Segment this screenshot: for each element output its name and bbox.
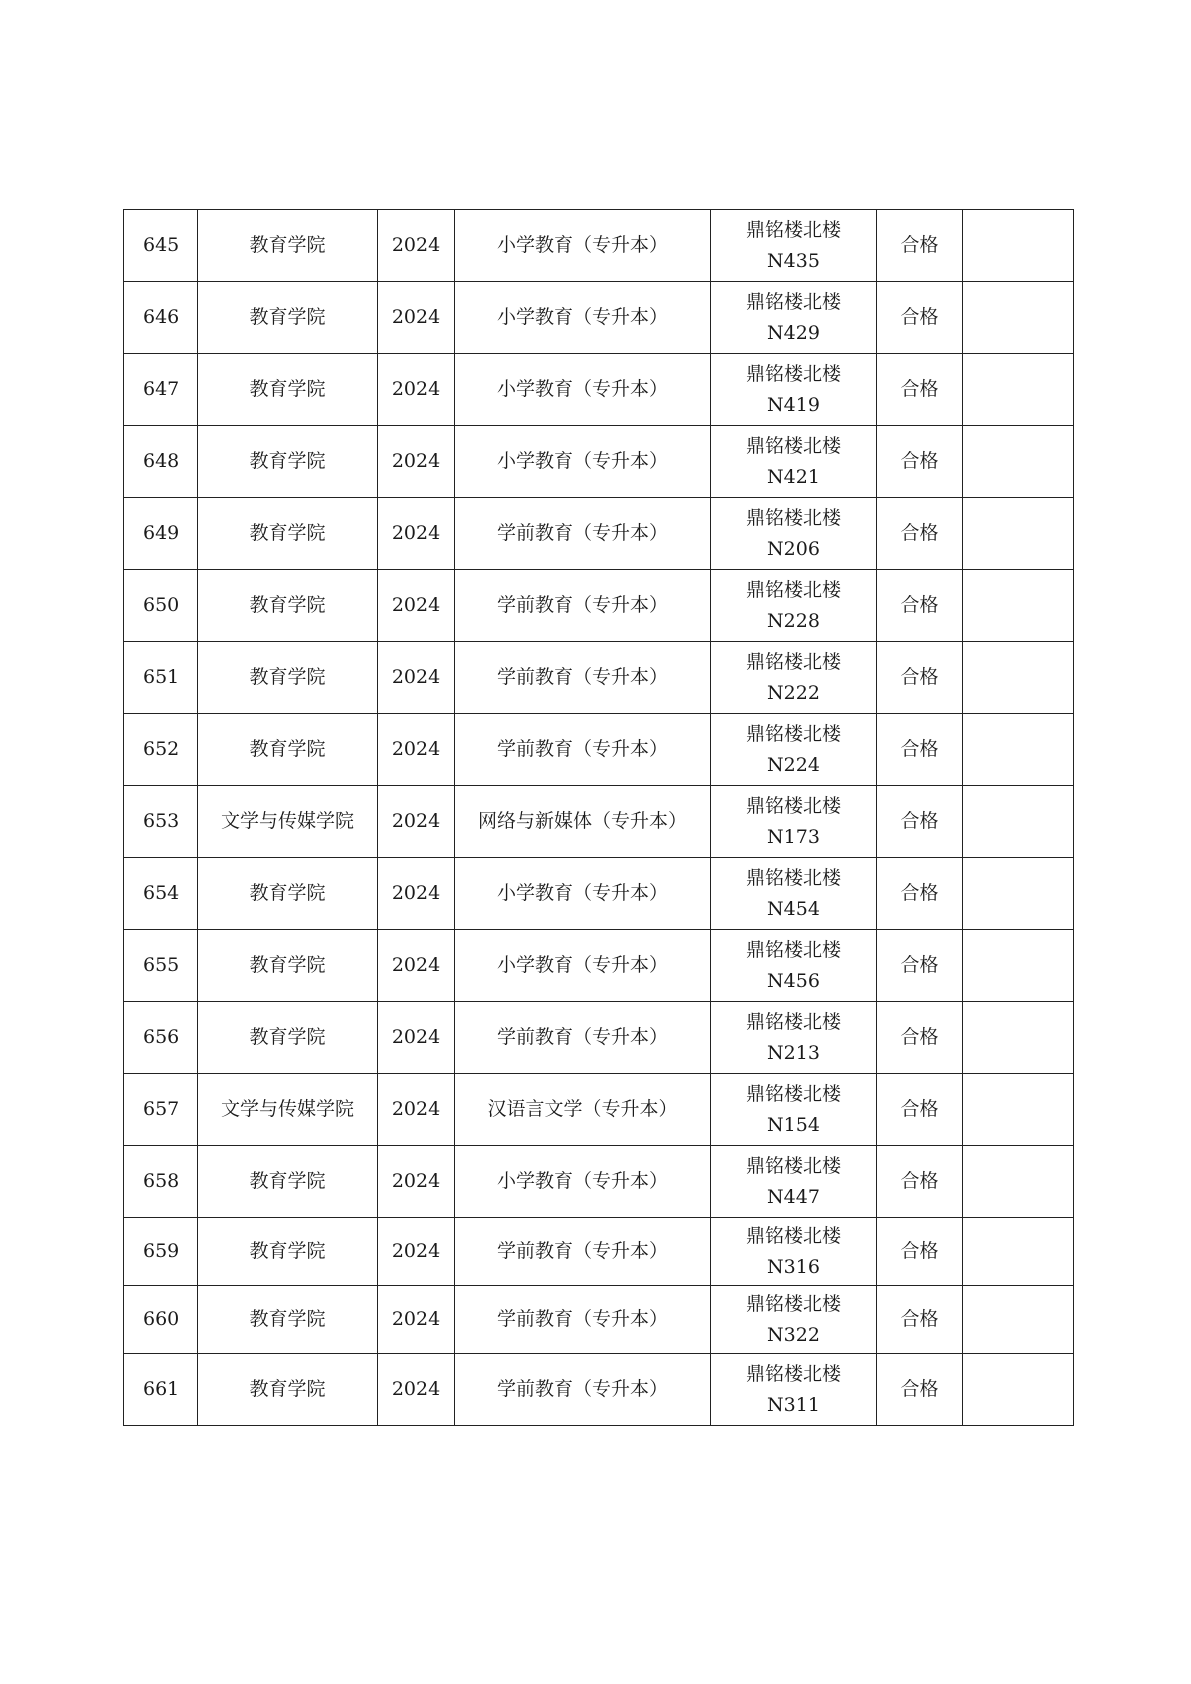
dorm-cell — [711, 642, 877, 714]
result-cell: 合格 — [877, 858, 963, 930]
major-cell: 小学教育（专升本） — [455, 354, 711, 426]
result-cell: 合格 — [877, 714, 963, 786]
dorm-room: N213 — [767, 1041, 820, 1064]
dorm-room: N222 — [767, 681, 820, 704]
year-cell: 2024 — [378, 354, 455, 426]
result-cell: 合格 — [877, 498, 963, 570]
major-cell: 学前教育（专升本） — [455, 570, 711, 642]
dorm-building: 鼎铭楼北楼 — [745, 578, 841, 601]
dorm-cell — [711, 210, 877, 282]
row-number: 645 — [124, 210, 198, 282]
dorm-cell — [711, 1286, 877, 1354]
major-cell: 学前教育（专升本） — [455, 1218, 711, 1286]
major-cell: 小学教育（专升本） — [455, 282, 711, 354]
dorm-cell — [711, 1146, 877, 1218]
note-cell — [963, 426, 1074, 498]
year-cell: 2024 — [378, 642, 455, 714]
college-cell: 教育学院 — [198, 1002, 378, 1074]
note-cell — [963, 714, 1074, 786]
major-cell: 学前教育（专升本） — [455, 714, 711, 786]
major-cell: 学前教育（专升本） — [455, 642, 711, 714]
dorm-cell — [711, 930, 877, 1002]
result-cell: 合格 — [877, 1074, 963, 1146]
college-cell: 教育学院 — [198, 210, 378, 282]
college-cell: 教育学院 — [198, 498, 378, 570]
major-cell: 小学教育（专升本） — [455, 426, 711, 498]
college-cell: 教育学院 — [198, 282, 378, 354]
table-row — [124, 426, 1074, 498]
row-number: 659 — [124, 1218, 198, 1286]
table-row — [124, 354, 1074, 426]
year-cell: 2024 — [378, 1146, 455, 1218]
result-cell: 合格 — [877, 570, 963, 642]
year-cell: 2024 — [378, 282, 455, 354]
result-cell: 合格 — [877, 354, 963, 426]
college-cell: 文学与传媒学院 — [198, 786, 378, 858]
note-cell — [963, 858, 1074, 930]
year-cell: 2024 — [378, 714, 455, 786]
dorm-cell — [711, 282, 877, 354]
table-row — [124, 570, 1074, 642]
row-number: 651 — [124, 642, 198, 714]
dorm-cell — [711, 1218, 877, 1286]
dorm-cell — [711, 1002, 877, 1074]
year-cell: 2024 — [378, 426, 455, 498]
result-cell: 合格 — [877, 210, 963, 282]
result-cell: 合格 — [877, 1146, 963, 1218]
dorm-room: N454 — [767, 897, 820, 920]
dorm-cell — [711, 354, 877, 426]
row-number: 653 — [124, 786, 198, 858]
dorm-room: N429 — [767, 321, 820, 344]
note-cell — [963, 354, 1074, 426]
table-row — [124, 1146, 1074, 1218]
year-cell: 2024 — [378, 1354, 455, 1426]
row-number: 656 — [124, 1002, 198, 1074]
row-number: 658 — [124, 1146, 198, 1218]
year-cell: 2024 — [378, 858, 455, 930]
college-cell: 教育学院 — [198, 714, 378, 786]
table-row — [124, 1218, 1074, 1286]
table-row — [124, 1074, 1074, 1146]
dorm-cell — [711, 1354, 877, 1426]
dorm-building: 鼎铭楼北楼 — [745, 290, 841, 313]
dorm-cell — [711, 426, 877, 498]
note-cell — [963, 570, 1074, 642]
row-number: 654 — [124, 858, 198, 930]
result-cell: 合格 — [877, 1354, 963, 1426]
dorm-cell — [711, 498, 877, 570]
table-row — [124, 714, 1074, 786]
dorm-room: N419 — [767, 393, 820, 416]
dorm-building: 鼎铭楼北楼 — [745, 362, 841, 385]
row-number: 660 — [124, 1286, 198, 1354]
college-cell: 教育学院 — [198, 1218, 378, 1286]
dorm-building: 鼎铭楼北楼 — [745, 1154, 841, 1177]
year-cell: 2024 — [378, 1074, 455, 1146]
dorm-cell — [711, 1074, 877, 1146]
table-row — [124, 642, 1074, 714]
result-cell: 合格 — [877, 426, 963, 498]
dorm-room: N228 — [767, 609, 820, 632]
major-cell: 学前教育（专升本） — [455, 1002, 711, 1074]
dorm-cell — [711, 858, 877, 930]
note-cell — [963, 1218, 1074, 1286]
row-number: 661 — [124, 1354, 198, 1426]
dorm-room: N173 — [767, 825, 820, 848]
major-cell: 小学教育（专升本） — [455, 858, 711, 930]
college-cell: 教育学院 — [198, 930, 378, 1002]
dorm-room: N224 — [767, 753, 820, 776]
dorm-room: N322 — [767, 1323, 820, 1346]
result-cell: 合格 — [877, 642, 963, 714]
dorm-building: 鼎铭楼北楼 — [745, 938, 841, 961]
note-cell — [963, 1002, 1074, 1074]
college-cell: 教育学院 — [198, 642, 378, 714]
dorm-cell — [711, 714, 877, 786]
table-row — [124, 1354, 1074, 1426]
college-cell: 教育学院 — [198, 1286, 378, 1354]
row-number: 649 — [124, 498, 198, 570]
table-row — [124, 210, 1074, 282]
year-cell: 2024 — [378, 930, 455, 1002]
table-row — [124, 1286, 1074, 1354]
dorm-building: 鼎铭楼北楼 — [745, 506, 841, 529]
dorm-building: 鼎铭楼北楼 — [745, 1082, 841, 1105]
major-cell: 小学教育（专升本） — [455, 210, 711, 282]
note-cell — [963, 786, 1074, 858]
row-number: 652 — [124, 714, 198, 786]
year-cell: 2024 — [378, 570, 455, 642]
note-cell — [963, 642, 1074, 714]
row-number: 650 — [124, 570, 198, 642]
table-row — [124, 1002, 1074, 1074]
major-cell: 汉语言文学（专升本） — [455, 1074, 711, 1146]
result-cell: 合格 — [877, 282, 963, 354]
dormitory-inspection-table — [123, 209, 1074, 1426]
dorm-room: N421 — [767, 465, 820, 488]
dorm-cell — [711, 570, 877, 642]
college-cell: 教育学院 — [198, 1354, 378, 1426]
dorm-building: 鼎铭楼北楼 — [745, 1010, 841, 1033]
college-cell: 教育学院 — [198, 354, 378, 426]
dorm-building: 鼎铭楼北楼 — [745, 434, 841, 457]
major-cell: 学前教育（专升本） — [455, 498, 711, 570]
year-cell: 2024 — [378, 1286, 455, 1354]
major-cell: 小学教育（专升本） — [455, 1146, 711, 1218]
dorm-room: N154 — [767, 1113, 820, 1136]
year-cell: 2024 — [378, 1002, 455, 1074]
note-cell — [963, 930, 1074, 1002]
result-cell: 合格 — [877, 1286, 963, 1354]
note-cell — [963, 1286, 1074, 1354]
dorm-room: N316 — [767, 1255, 820, 1278]
dorm-building: 鼎铭楼北楼 — [745, 650, 841, 673]
college-cell: 教育学院 — [198, 1146, 378, 1218]
dorm-building: 鼎铭楼北楼 — [745, 794, 841, 817]
dorm-room: N456 — [767, 969, 820, 992]
dorm-room: N311 — [767, 1393, 820, 1416]
year-cell: 2024 — [378, 498, 455, 570]
note-cell — [963, 498, 1074, 570]
major-cell: 小学教育（专升本） — [455, 930, 711, 1002]
row-number: 646 — [124, 282, 198, 354]
table-row — [124, 930, 1074, 1002]
dorm-room: N206 — [767, 537, 820, 560]
dorm-building: 鼎铭楼北楼 — [745, 1292, 841, 1315]
result-cell: 合格 — [877, 930, 963, 1002]
row-number: 655 — [124, 930, 198, 1002]
table-row — [124, 498, 1074, 570]
note-cell — [963, 1146, 1074, 1218]
result-cell: 合格 — [877, 1002, 963, 1074]
table-row — [124, 282, 1074, 354]
college-cell: 教育学院 — [198, 858, 378, 930]
major-cell: 网络与新媒体（专升本） — [455, 786, 711, 858]
note-cell — [963, 1354, 1074, 1426]
year-cell: 2024 — [378, 1218, 455, 1286]
row-number: 647 — [124, 354, 198, 426]
college-cell: 文学与传媒学院 — [198, 1074, 378, 1146]
table-row — [124, 858, 1074, 930]
college-cell: 教育学院 — [198, 426, 378, 498]
major-cell: 学前教育（专升本） — [455, 1354, 711, 1426]
dorm-building: 鼎铭楼北楼 — [745, 866, 841, 889]
college-cell: 教育学院 — [198, 570, 378, 642]
dorm-building: 鼎铭楼北楼 — [745, 1362, 841, 1385]
dorm-building: 鼎铭楼北楼 — [745, 218, 841, 241]
year-cell: 2024 — [378, 786, 455, 858]
dorm-room: N447 — [767, 1185, 820, 1208]
dorm-room: N435 — [767, 249, 820, 272]
result-cell: 合格 — [877, 786, 963, 858]
dorm-building: 鼎铭楼北楼 — [745, 1224, 841, 1247]
result-cell: 合格 — [877, 1218, 963, 1286]
note-cell — [963, 210, 1074, 282]
table-body — [124, 210, 1074, 1426]
major-cell: 学前教育（专升本） — [455, 1286, 711, 1354]
year-cell: 2024 — [378, 210, 455, 282]
dorm-cell — [711, 786, 877, 858]
row-number: 657 — [124, 1074, 198, 1146]
row-number: 648 — [124, 426, 198, 498]
note-cell — [963, 1074, 1074, 1146]
table-row — [124, 786, 1074, 858]
note-cell — [963, 282, 1074, 354]
dorm-building: 鼎铭楼北楼 — [745, 722, 841, 745]
